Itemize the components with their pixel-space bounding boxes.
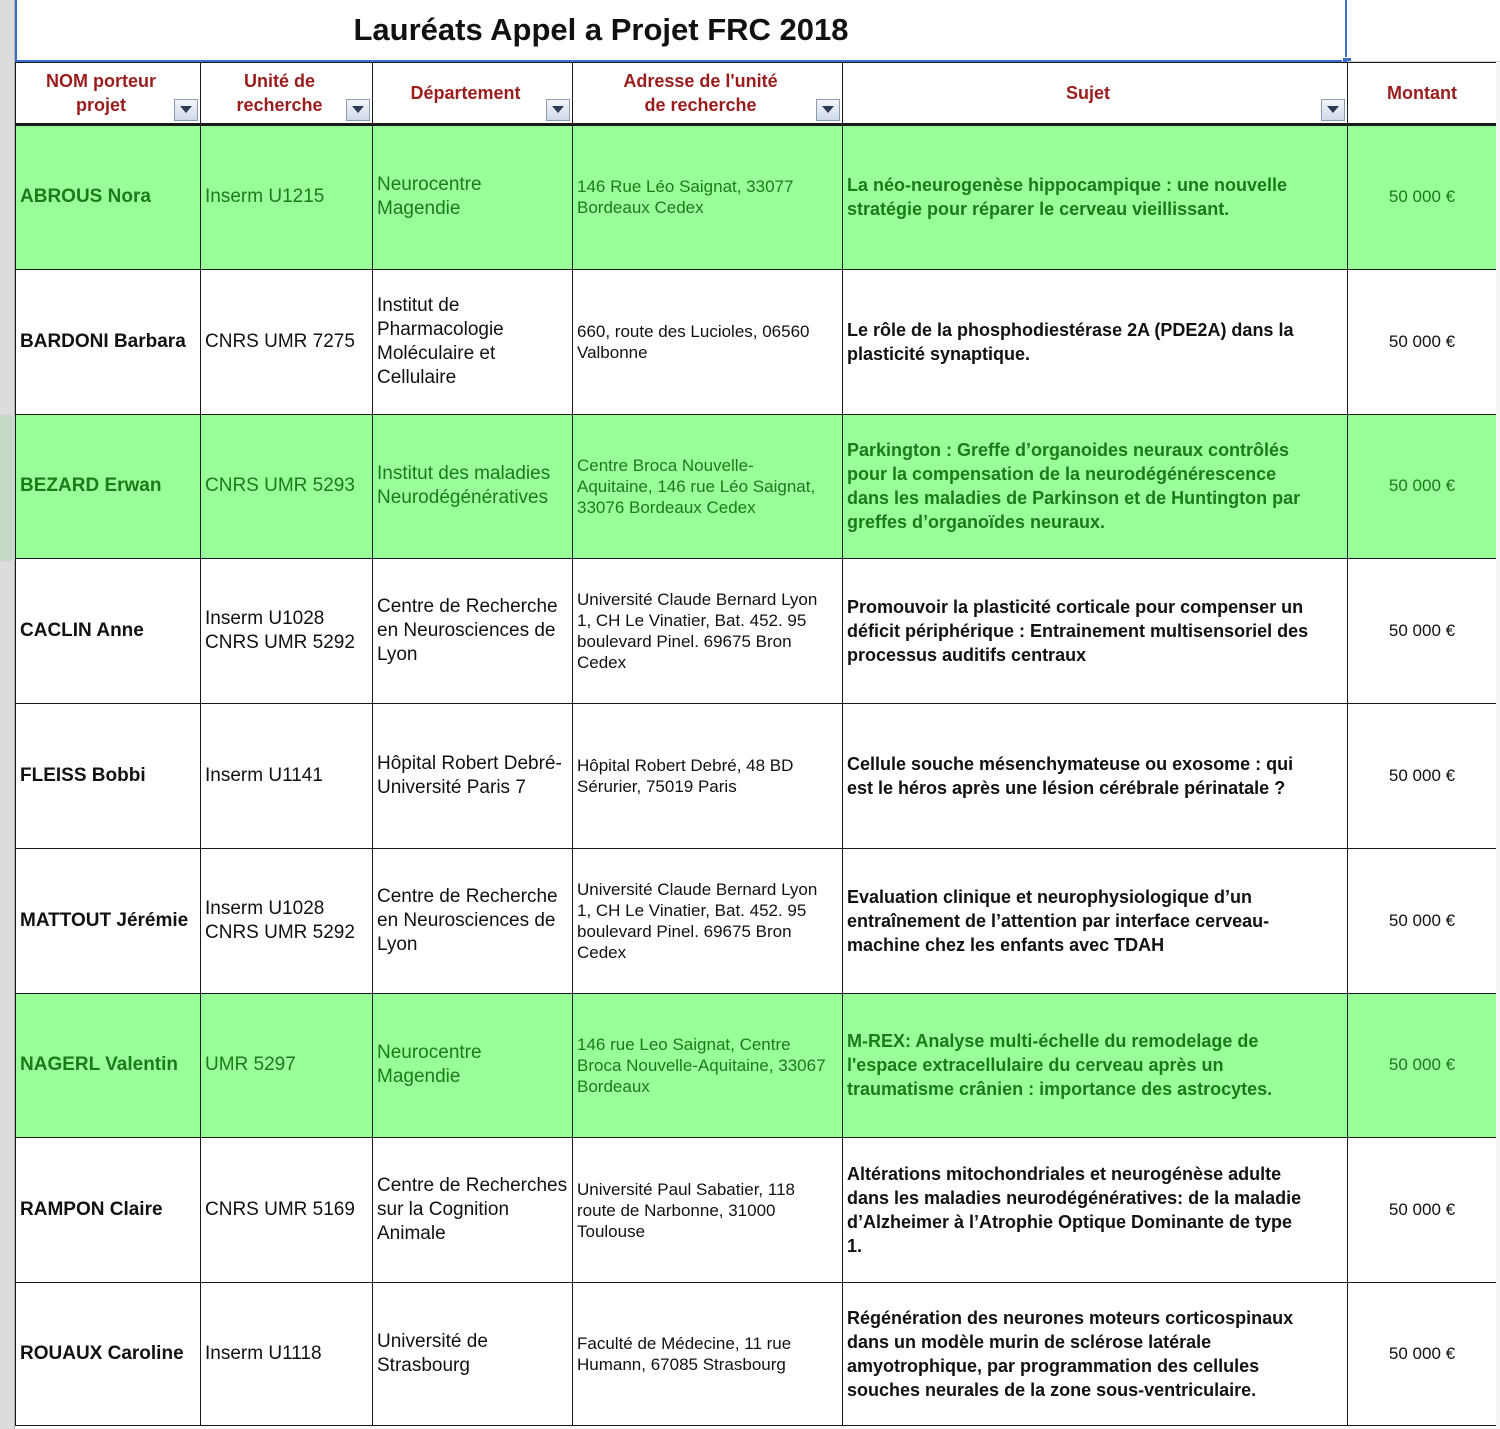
cell-amount[interactable] — [1348, 269, 1497, 414]
header-line: Sujet — [1065, 83, 1110, 103]
filter-button-departement[interactable] — [546, 99, 570, 121]
sheet-title-text: Lauréats Appel a Projet FRC 2018 — [353, 12, 849, 47]
cell-address-line: Hôpital Robert Debré, 48 BD — [577, 755, 794, 775]
cell-unit[interactable] — [201, 125, 373, 270]
cell-subject-line: amyotrophique, par programmation des cellules — [847, 1356, 1260, 1377]
cell-address-line: boulevard Pinel. 69675 Bron — [577, 921, 792, 941]
cell-department[interactable] — [373, 993, 573, 1138]
cell-unit-line: CNRS UMR 5169 — [205, 1199, 355, 1221]
cell-department-line: en Neurosciences de — [377, 909, 556, 931]
cell-department-line: Pharmacologie — [377, 318, 504, 340]
cell-department[interactable] — [373, 269, 573, 414]
cell-amount-text: 50 000 € — [1388, 187, 1456, 207]
cell-department[interactable] — [373, 559, 573, 704]
header-line: Montant — [1387, 83, 1457, 103]
cell-department[interactable] — [373, 1138, 573, 1283]
cell-address[interactable] — [573, 269, 843, 414]
cell-amount[interactable] — [1348, 1138, 1497, 1283]
cell-subject-line: machine chez les enfants avec TDAH — [847, 934, 1165, 955]
cell-address-line: Valbonne — [577, 342, 648, 362]
cell-amount[interactable] — [1348, 125, 1497, 270]
cell-unit[interactable] — [201, 848, 373, 993]
cell-name[interactable] — [16, 125, 201, 270]
filter-button-adresse[interactable] — [816, 99, 840, 121]
cell-address[interactable] — [573, 993, 843, 1138]
header-line: Unité de — [243, 71, 315, 91]
dropdown-arrow-icon — [1327, 106, 1339, 114]
cell-department-line: Moléculaire et — [377, 342, 496, 364]
sheet-title[interactable] — [15, 0, 1347, 62]
cell-department-line: Université Paris 7 — [377, 776, 526, 798]
table-row — [16, 1283, 1497, 1426]
cell-subject-line: plasticité synaptique. — [847, 343, 1031, 364]
cell-amount-text: 50 000 € — [1388, 765, 1456, 785]
cell-amount-text: 50 000 € — [1388, 910, 1456, 930]
cell-subject-line: dans un modèle murin de sclérose latérale — [847, 1332, 1212, 1353]
cell-name-text: BEZARD Erwan — [20, 475, 162, 497]
cell-address[interactable] — [573, 559, 843, 704]
cell-address-line: 1, CH Le Vinatier, Bat. 452. 95 — [577, 611, 807, 631]
cell-amount[interactable] — [1348, 848, 1497, 993]
cell-name-text: BARDONI Barbara — [20, 330, 186, 352]
cell-subject[interactable] — [843, 848, 1348, 993]
cell-address-line: Toulouse — [577, 1221, 646, 1241]
cell-department-line: en Neurosciences de — [377, 620, 556, 642]
cell-name-text: RAMPON Claire — [20, 1199, 163, 1221]
cell-address[interactable] — [573, 1138, 843, 1283]
header-line: projet — [75, 95, 126, 115]
cell-name[interactable] — [16, 704, 201, 849]
cell-name-text: CACLIN Anne — [20, 620, 144, 642]
cell-department-line: Hôpital Robert Debré- — [377, 752, 562, 774]
table-body — [16, 125, 1497, 1426]
cell-name[interactable] — [16, 1283, 201, 1426]
cell-subject-line: dans les maladies neurodégénératives: de la maladie — [847, 1188, 1302, 1209]
header-line: Adresse de l'unité — [623, 71, 778, 91]
cell-subject-line: entraînement de l’attention par interface cerveau- — [847, 910, 1270, 931]
dropdown-arrow-icon — [180, 106, 192, 114]
cell-subject-line: Cellule souche mésenchymateuse ou exosome : qui — [847, 753, 1294, 774]
cell-unit[interactable] — [201, 993, 373, 1138]
cell-amount[interactable] — [1348, 993, 1497, 1138]
column-header-montant[interactable] — [1348, 63, 1497, 125]
cell-subject-line: Promouvoir la plasticité corticale pour compenser un — [847, 597, 1304, 618]
cell-department[interactable] — [373, 414, 573, 559]
cell-name-text: ABROUS Nora — [20, 186, 151, 208]
cell-department[interactable] — [373, 848, 573, 993]
cell-amount[interactable] — [1348, 559, 1497, 704]
cell-department-line: Centre de Recherches — [377, 1175, 568, 1197]
cell-address-line: 146 Rue Léo Saignat, 33077 — [577, 177, 794, 197]
cell-unit[interactable] — [201, 269, 373, 414]
cell-department-line: Lyon — [377, 644, 418, 666]
cell-amount-text: 50 000 € — [1388, 1055, 1456, 1075]
cell-address-line: boulevard Pinel. 69675 Bron — [577, 632, 792, 652]
cell-department[interactable] — [373, 125, 573, 270]
row-header-gutter — [0, 0, 15, 1429]
cell-address-line: Centre Broca Nouvelle- — [577, 455, 754, 475]
header-line: NOM porteur — [46, 71, 156, 91]
cell-subject[interactable] — [843, 1138, 1348, 1283]
header-line: recherche — [236, 95, 323, 115]
cell-unit[interactable] — [201, 1283, 373, 1426]
cell-amount-text: 50 000 € — [1388, 621, 1456, 641]
column-header-adresse[interactable] — [573, 63, 843, 125]
cell-name[interactable] — [16, 1138, 201, 1283]
cell-unit-line: Inserm U1028 — [205, 897, 325, 919]
cell-department-line: Neurodégénératives — [377, 487, 549, 509]
cell-address-line: Aquitaine, 146 rue Léo Saignat, — [577, 476, 816, 496]
cell-address[interactable] — [573, 704, 843, 849]
cell-unit-line: Inserm U1118 — [205, 1343, 322, 1365]
cell-amount-text: 50 000 € — [1388, 331, 1456, 351]
empty-cell[interactable] — [1347, 0, 1500, 62]
cell-name-text: ROUAUX Caroline — [20, 1343, 184, 1365]
cell-subject-line: Parkington : Greffe d’organoides neuraux contrôlés — [847, 440, 1290, 461]
header-line: Département — [410, 83, 521, 103]
dropdown-arrow-icon — [822, 106, 834, 114]
table-row — [16, 993, 1497, 1138]
cell-unit[interactable] — [201, 704, 373, 849]
cell-subject-line: stratégie pour réparer le cerveau vieillissant. — [847, 199, 1230, 220]
cell-subject-line: Régénération des neurones moteurs corticospinaux — [847, 1308, 1294, 1329]
laureates-table — [15, 62, 1497, 1426]
cell-unit-line: UMR 5297 — [205, 1054, 296, 1076]
cell-department-line: Institut des maladies — [377, 463, 551, 485]
filter-button-nom[interactable] — [174, 99, 198, 121]
cell-subject[interactable] — [843, 269, 1348, 414]
cell-name[interactable] — [16, 269, 201, 414]
cell-address-line: Faculté de Médecine, 11 rue — [577, 1334, 792, 1354]
cell-subject-line: processus auditifs centraux — [847, 645, 1087, 666]
cell-subject[interactable] — [843, 1283, 1348, 1426]
cell-subject[interactable] — [843, 993, 1348, 1138]
cell-address-line: route de Narbonne, 31000 — [577, 1200, 776, 1220]
cell-address-line: Université Claude Bernard Lyon — [577, 879, 818, 899]
cell-address-line: Bordeaux — [577, 1076, 650, 1096]
cell-unit[interactable] — [201, 559, 373, 704]
cell-department-line: Université de — [377, 1331, 488, 1353]
cell-department-line: Animale — [377, 1223, 446, 1245]
header-line: de recherche — [644, 95, 757, 115]
dropdown-arrow-icon — [352, 106, 364, 114]
table-row — [16, 414, 1497, 559]
cell-address-line: Cedex — [577, 653, 627, 673]
cell-department[interactable] — [373, 704, 573, 849]
cell-address-line: 660, route des Lucioles, 06560 — [577, 321, 810, 341]
table-row — [16, 269, 1497, 414]
cell-subject-line: greffes d’organoïdes neuraux. — [847, 512, 1106, 533]
cell-department-line: Strasbourg — [377, 1355, 470, 1377]
cell-unit-line: Inserm U1215 — [205, 186, 325, 208]
cell-department-line: Magendie — [377, 1066, 461, 1088]
cell-department-line: Magendie — [377, 198, 461, 220]
cell-subject[interactable] — [843, 414, 1348, 559]
cell-address-line: Bordeaux Cedex — [577, 198, 704, 218]
cell-unit-line: CNRS UMR 7275 — [205, 330, 355, 352]
cell-name-text: FLEISS Bobbi — [20, 764, 146, 786]
cell-address[interactable] — [573, 848, 843, 993]
cell-name-text: NAGERL Valentin — [20, 1054, 179, 1076]
cell-amount[interactable] — [1348, 1283, 1497, 1426]
cell-unit-line: CNRS UMR 5293 — [205, 475, 355, 497]
cell-unit-line: CNRS UMR 5292 — [205, 921, 355, 943]
gutter-selected-marker — [0, 415, 15, 561]
cell-subject-line: 1. — [847, 1236, 863, 1257]
cell-address-line: Humann, 67085 Strasbourg — [577, 1355, 786, 1375]
cell-subject-line: l'espace extracellulaire du cerveau après un — [847, 1055, 1224, 1076]
cell-amount-text: 50 000 € — [1388, 476, 1456, 496]
cell-subject-line: est le héros après une lésion cérébrale périnatale ? — [847, 777, 1286, 798]
cell-subject-line: M-REX: Analyse multi-échelle du remodelage de — [847, 1031, 1259, 1052]
header-row — [16, 63, 1497, 125]
cell-subject-line: Altérations mitochondriales et neurogénèse adulte — [847, 1164, 1282, 1185]
cell-subject-line: d’Alzheimer à l’Atrophie Optique Dominante de type — [847, 1212, 1293, 1233]
table-row — [16, 1138, 1497, 1283]
cell-name[interactable] — [16, 993, 201, 1138]
cell-address-line: Université Claude Bernard Lyon — [577, 590, 818, 610]
cell-address-line: Sérurier, 75019 Paris — [577, 776, 737, 796]
cell-amount-text: 50 000 € — [1388, 1200, 1456, 1220]
cell-name[interactable] — [16, 848, 201, 993]
cell-address-line: Université Paul Sabatier, 118 — [577, 1179, 795, 1199]
cell-name-text: MATTOUT Jérémie — [20, 909, 189, 931]
cell-subject-line: Evaluation clinique et neurophysiologique d’un — [847, 886, 1253, 907]
cell-address[interactable] — [573, 414, 843, 559]
cell-department-line: Neurocentre — [377, 174, 482, 196]
cell-amount-text: 50 000 € — [1388, 1344, 1456, 1364]
cell-unit[interactable] — [201, 414, 373, 559]
table-row — [16, 125, 1497, 270]
cell-address-line: 146 rue Leo Saignat, Centre — [577, 1034, 791, 1054]
cell-department-line: Neurocentre — [377, 1042, 482, 1064]
cell-subject-line: souches neurales de la zone sous-ventriculaire. — [847, 1380, 1257, 1401]
cell-name[interactable] — [16, 414, 201, 559]
cell-department-line: Cellulaire — [377, 366, 457, 388]
cell-subject-line: traumatisme crânien : importance des astrocytes. — [847, 1079, 1273, 1100]
cell-subject-line: La néo-neurogenèse hippocampique : une nouvelle — [847, 175, 1288, 196]
cell-subject-line: déficit périphérique : Entrainement multisensoriel des — [847, 621, 1309, 642]
cell-address-line: Broca Nouvelle-Aquitaine, 33067 — [577, 1055, 826, 1075]
cell-subject-line: Le rôle de la phosphodiestérase 2A (PDE2A) dans la — [847, 319, 1294, 340]
cell-department-line: Lyon — [377, 933, 418, 955]
cell-address[interactable] — [573, 125, 843, 270]
cell-address-line: Cedex — [577, 942, 627, 962]
cell-amount[interactable] — [1348, 414, 1497, 559]
cell-department-line: Centre de Recherche — [377, 885, 558, 907]
table-row — [16, 559, 1497, 704]
cell-unit-line: Inserm U1028 — [205, 608, 325, 630]
cell-subject[interactable] — [843, 704, 1348, 849]
cell-address[interactable] — [573, 1283, 843, 1426]
dropdown-arrow-icon — [552, 106, 564, 114]
column-header-sujet[interactable] — [843, 63, 1348, 125]
sheet-edge — [1496, 62, 1500, 1429]
table-row — [16, 848, 1497, 993]
cell-name[interactable] — [16, 559, 201, 704]
cell-subject[interactable] — [843, 125, 1348, 270]
column-header-unite[interactable] — [201, 63, 373, 125]
cell-unit-line: Inserm U1141 — [205, 764, 323, 786]
cell-subject-line: pour la compensation de la neurodégénérescence — [847, 464, 1277, 485]
cell-subject-line: dans les maladies de Parkinson et de Huntington par — [847, 488, 1301, 509]
cell-department[interactable] — [373, 1283, 573, 1426]
cell-department-line: Institut de — [377, 294, 460, 316]
cell-subject[interactable] — [843, 559, 1348, 704]
column-header-departement[interactable] — [373, 63, 573, 125]
cell-address-line: 1, CH Le Vinatier, Bat. 452. 95 — [577, 900, 807, 920]
cell-department-line: sur la Cognition — [377, 1199, 510, 1221]
filter-button-unite[interactable] — [346, 99, 370, 121]
cell-department-line: Centre de Recherche — [377, 596, 558, 618]
cell-unit[interactable] — [201, 1138, 373, 1283]
column-header-nom[interactable] — [16, 63, 201, 125]
cell-amount[interactable] — [1348, 704, 1497, 849]
cell-address-line: 33076 Bordeaux Cedex — [577, 497, 756, 517]
filter-button-sujet[interactable] — [1321, 99, 1345, 121]
table-row — [16, 704, 1497, 849]
cell-unit-line: CNRS UMR 5292 — [205, 632, 355, 654]
